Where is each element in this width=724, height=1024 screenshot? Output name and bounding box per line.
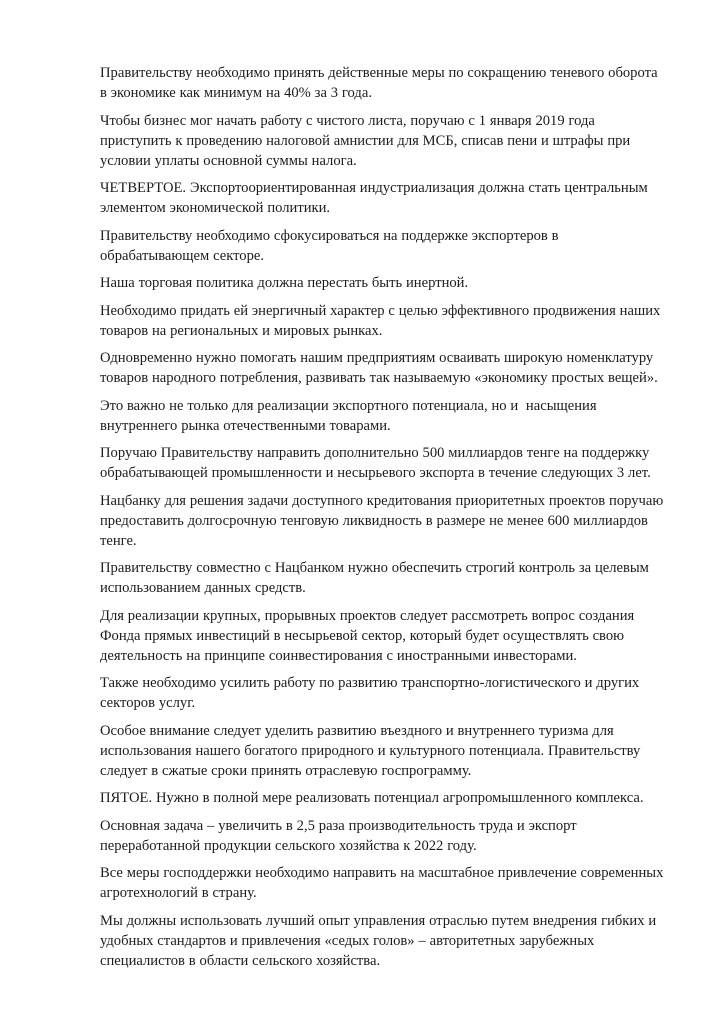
paragraph: Это важно не только для реализации экспортного потенциала, но и насыщения внутреннего рынка отечественными товарами. (100, 397, 601, 434)
paragraph: Чтобы бизнес мог начать работу с чистого листа, поручаю с 1 января 2019 года приступить к проведению налоговой амнистии для МСБ, списав пени и штрафы при условии уплаты основной суммы налога. (100, 112, 635, 169)
paragraph: Особое внимание следует уделить развитию въездного и внутреннего туризма для использования нашего богатого природного и культурного потенциала. Правительству следует в сжатые сроки принять отраслевую госпрограмму. (100, 722, 645, 779)
paragraph: ПЯТОЕ. Нужно в полной мере реализовать потенциал агропромышленного комплекса. (100, 790, 644, 806)
document-body (100, 63, 668, 978)
paragraph: Необходимо придать ей энергичный характер с целью эффективного продвижения наших товаров на региональных и мировых рынках. (100, 302, 665, 339)
paragraph: Правительству совместно с Нацбанком нужно обеспечить строгий контроль за целевым использованием данных средств. (100, 560, 653, 596)
paragraph: Для реализации крупных, прорывных проектов следует рассмотреть вопрос создания Фонда прямых инвестиций в несырьевой сектор, который будет осуществлять свою деятельность на принципе соинвестирования с иностранными инвесторами. (100, 607, 639, 664)
paragraph: Правительству необходимо сфокусироваться на поддержке экспортеров в обрабатывающем секторе. (100, 227, 563, 264)
paragraph: Нацбанку для решения задачи доступного кредитования приоритетных проектов поручаю предоставить долгосрочную тенговую ликвидность в размере не менее 600 миллиардов тенге. (100, 492, 668, 549)
paragraph: Мы должны использовать лучший опыт управления отраслью путем внедрения гибких и удобных стандартов и привлечения «седых голов» – авторитетных зарубежных специалистов в области сельского хозяйства. (100, 912, 661, 969)
paragraph: Наша торговая политика должна перестать быть инертной. (100, 275, 469, 291)
paragraph: ЧЕТВЕРТОЕ. Экспортоориентированная индустриализация должна стать центральным элементом экономической политики. (100, 180, 652, 216)
paragraph: Основная задача – увеличить в 2,5 раза производительность труда и экспорт переработанной продукции сельского хозяйства к 2022 году. (100, 817, 581, 854)
paragraph: Одновременно нужно помогать нашим предприятиям осваивать широкую номенклатуру товаров народного потребления, развивать так называемую «экономику простых вещей». (100, 350, 658, 386)
paragraph: Поручаю Правительству направить дополнительно 500 миллиардов тенге на поддержку обрабатывающей промышленности и несырьевого экспорта в течение следующих 3 лет. (100, 445, 654, 481)
paragraph: Все меры господдержки необходимо направить на масштабное привлечение современных агротехнологий в страну. (100, 865, 668, 901)
paragraph: Правительству необходимо принять действенные меры по сокращению теневого оборота в экономике как минимум на 40% за 3 года. (100, 65, 662, 101)
paragraph: Также необходимо усилить работу по развитию транспортно-логистического и других секторов услуг. (100, 675, 644, 711)
